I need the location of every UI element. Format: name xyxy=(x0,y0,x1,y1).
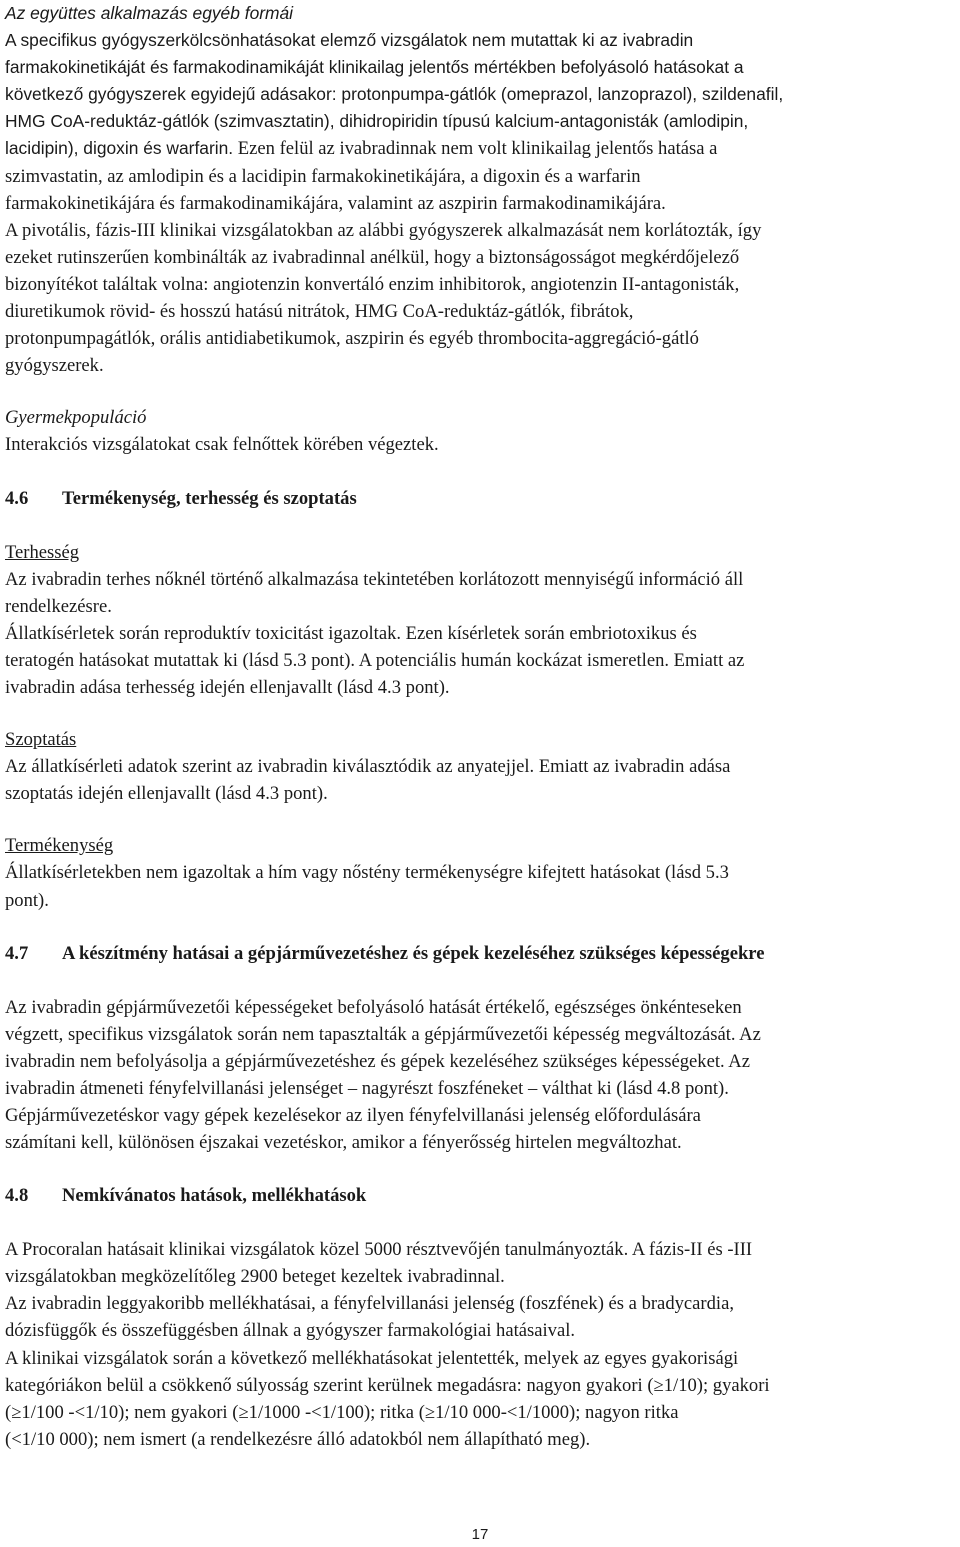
paragraph-fragment: Ezen felül az ivabradinnak nem volt klinikailag jelentős hatása a xyxy=(233,138,718,160)
section-title: Nemkívánatos hatások, mellékhatások xyxy=(62,1185,367,1207)
paragraph-line: rendelkezésre. xyxy=(5,595,112,617)
paragraph-line: ezeket rutinszerűen kombinálták az ivabradinnal anélkül, hogy a biztonságosságot megkérdőjelező xyxy=(5,246,740,268)
subsection-title-fertility: Termékenység xyxy=(5,835,114,857)
section-number: 4.8 xyxy=(5,1185,29,1207)
paragraph-line: (<1/10 000); nem ismert (a rendelkezésre álló adatokból nem állapítható meg). xyxy=(5,1428,591,1450)
paragraph-line: Az ivabradin terhes nőknél történő alkalmazása tekintetében korlátozott mennyiségű információ áll xyxy=(5,568,744,590)
paragraph-line: ivabradin nem befolyásolja a gépjárművezetéshez és gépek kezeléséhez szükséges képességeket. Az xyxy=(5,1050,750,1072)
paragraph-line: Gépjárművezetéskor vagy gépek kezelésekor az ilyen fényfelvillanási jelenség előfordulására xyxy=(5,1105,701,1126)
section-number: 4.6 xyxy=(5,487,29,509)
section-title-other-interactions: Az együttes alkalmazás egyéb formái xyxy=(5,3,294,23)
paragraph-line-mixed xyxy=(5,135,955,162)
paragraph-line: farmakokinetikáját és farmakodinamikáját klinikailag jelentős mértékben befolyásoló hatásokat a xyxy=(5,57,744,78)
subsection-title-pregnancy: Terhesség xyxy=(5,541,80,563)
paragraph-line: A specifikus gyógyszerkölcsönhatásokat elemző vizsgálatok nem mutattak ki az ivabradin xyxy=(5,30,694,51)
spacer xyxy=(5,1156,955,1181)
subsection-title-breastfeeding: Szoptatás xyxy=(5,729,77,751)
paragraph-line: Állatkísérletek során reproduktív toxicitást igazoltak. Ezen kísérletek során embriotoxikus és xyxy=(5,622,697,644)
paragraph-line: teratogén hatásokat mutattak ki (lásd 5.3 pont). A potenciális humán kockázat ismeretlen. Emiatt az xyxy=(5,649,745,671)
paragraph-line: végzett, specifikus vizsgálatok során nem tapasztalták a gépjárművezetői képesség megváltozását. Az xyxy=(5,1023,761,1045)
spacer xyxy=(5,1211,955,1236)
paragraph-line: Interakciós vizsgálatokat csak felnőttek körében végeztek. xyxy=(5,434,439,456)
section-heading-4-8 xyxy=(5,1181,955,1211)
spacer xyxy=(5,459,955,484)
paragraph-line: következő gyógyszerek egyidejű adásakor: protonpumpa-gátlók (omeprazol, lanzoprazol), szildenafil, xyxy=(5,84,784,105)
spacer xyxy=(5,514,955,539)
paragraph-line: (≥1/100 -<1/10); nem gyakori (≥1/1000 -<1/100); ritka (≥1/10 000-<1/1000); nagyon ritka xyxy=(5,1401,679,1423)
paragraph-line: szimvastatin, az amlodipin és a lacidipin farmakokinetikájára, a digoxin és a warfarin xyxy=(5,165,641,187)
page-number: 17 xyxy=(471,1526,489,1543)
paragraph-line: Az ivabradin leggyakoribb mellékhatásai, a fényfelvillanási jelenség (foszfének) és a bradycardia, xyxy=(5,1293,734,1315)
spacer xyxy=(5,969,955,994)
spacer xyxy=(5,914,955,939)
section-title: Termékenység, terhesség és szoptatás xyxy=(62,487,357,509)
paragraph-line: pont). xyxy=(5,889,49,911)
paragraph-line: számítani kell, különösen éjszakai vezetéskor, amikor a fényerősség hirtelen megváltozhat. xyxy=(5,1132,682,1154)
paragraph-line: A pivotális, fázis-III klinikai vizsgálatokban az alábbi gyógyszerek alkalmazását nem korlátozták, így xyxy=(5,219,762,241)
section-heading-4-7 xyxy=(5,939,955,969)
document-page xyxy=(5,0,955,1453)
paragraph-line: ivabradin adása terhesség idején ellenjavallt (lásd 4.3 pont). xyxy=(5,676,450,698)
paragraph-line: kategóriákon belül a csökkenő súlyosság szerint kerülnek megadásra: nagyon gyakori (≥1/10); gyakori xyxy=(5,1374,770,1396)
paragraph-line: farmakokinetikájára és farmakodinamikájára, valamint az aszpirin farmakodinamikájára. xyxy=(5,192,666,214)
paragraph-line: Állatkísérletekben nem igazoltak a hím vagy nőstény termékenységre kifejtett hatásokat (lásd 5.3 xyxy=(5,862,729,884)
subsection-title-pediatric: Gyermekpopuláció xyxy=(5,407,147,429)
paragraph-fragment: lacidipin), digoxin és warfarin. xyxy=(5,138,234,159)
paragraph-line: A klinikai vizsgálatok során a következő mellékhatásokat jelentették, melyek az egyes gyakorisági xyxy=(5,1347,739,1369)
spacer xyxy=(5,807,955,832)
paragraph-line: bizonyítékot találtak volna: angiotenzin konvertáló enzim inhibitorok, angiotenzin II-antagonisták, xyxy=(5,273,740,295)
paragraph-line: Az ivabradin gépjárművezetői képességeket befolyásoló hatását értékelő, egészséges önkénteseken xyxy=(5,996,742,1018)
paragraph-line: protonpumpagátlók, orális antidiabetikumok, aszpirin és egyéb thrombocita-aggregáció-gátló xyxy=(5,328,699,350)
paragraph-line: A Procoralan hatásait klinikai vizsgálatok közel 5000 résztvevőjén tanulmányozták. A fázis-II és -III xyxy=(5,1239,753,1261)
section-title: A készítmény hatásai a gépjárművezetéshez és gépek kezeléséhez szükséges képességekre xyxy=(62,942,765,964)
spacer xyxy=(5,379,955,404)
paragraph-line: vizsgálatokban megközelítőleg 2900 beteget kezeltek ivabradinnal. xyxy=(5,1266,505,1288)
section-number: 4.7 xyxy=(5,942,29,964)
paragraph-line: diuretikumok rövid- és hosszú hatású nitrátok, HMG CoA-reduktáz-gátlók, fibrátok, xyxy=(5,301,634,323)
paragraph-line: gyógyszerek. xyxy=(5,355,104,377)
paragraph-line: Az állatkísérleti adatok szerint az ivabradin kiválasztódik az anyatejjel. Emiatt az ivabradin adása xyxy=(5,756,731,778)
spacer xyxy=(5,701,955,726)
paragraph-line: dózisfüggők és összefüggésben állnak a gyógyszer farmakológiai hatásaival. xyxy=(5,1320,576,1342)
paragraph-line: HMG CoA-reduktáz-gátlók (szimvasztatin), dihidropiridin típusú kalcium-antagonisták (amlodipin, xyxy=(5,111,749,132)
section-heading-4-6 xyxy=(5,484,955,514)
paragraph-line: ivabradin átmeneti fényfelvillanási jelenséget – nagyrészt foszféneket – válthat ki (lásd 4.8 pont). xyxy=(5,1077,729,1099)
paragraph-line: szoptatás idején ellenjavallt (lásd 4.3 pont). xyxy=(5,783,328,805)
